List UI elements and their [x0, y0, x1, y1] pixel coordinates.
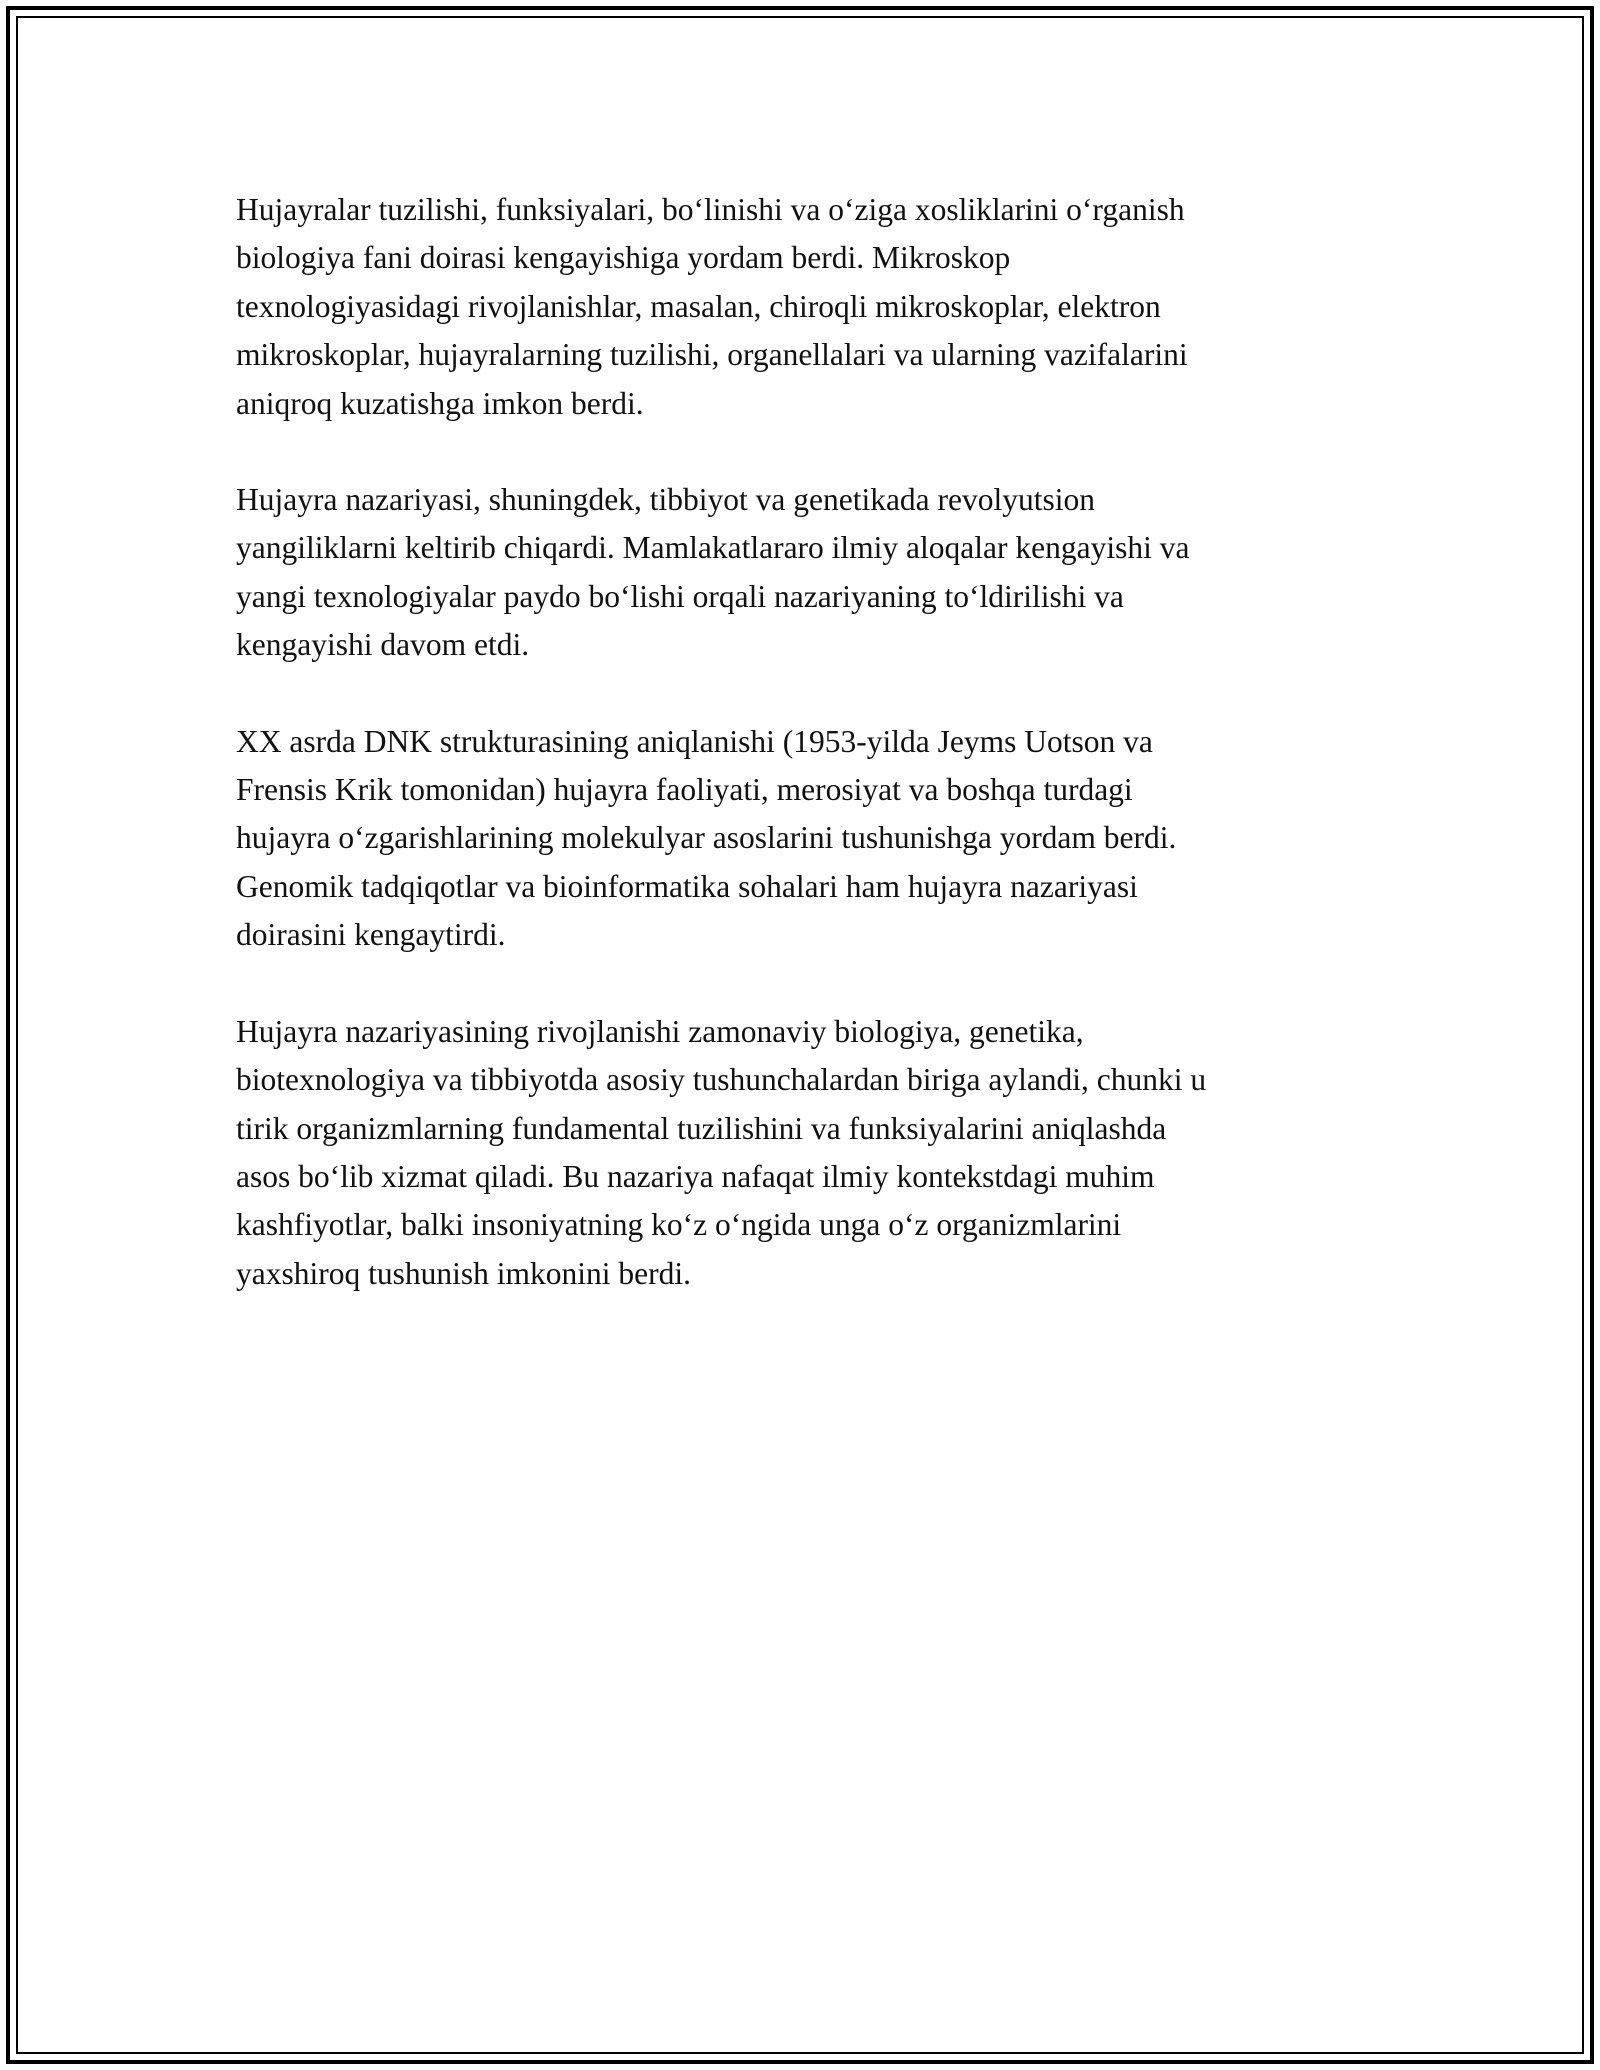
text-line: asos bo‘lib xizmat qiladi. Bu nazariya nafaqat ilmiy kontekstdagi muhim	[236, 1158, 1155, 1194]
text-line: Hujayralar tuzilishi, funksiyalari, bo‘linishi va o‘ziga xosliklarini o‘rganish	[236, 192, 1185, 227]
text-line: kashfiyotlar, balki insoniyatning ko‘z o‘ngida unga o‘z organizmlarini	[236, 1207, 1122, 1243]
paragraph-4	[236, 1008, 1378, 1298]
text-line: yaxshiroq tushunish imkonini berdi.	[236, 1255, 691, 1291]
text-line: Genomik tadqiqotlar va bioinformatika sohalari ham hujayra nazariyasi	[236, 868, 1138, 904]
text-line: yangiliklarni keltirib chiqardi. Mamlakatlararo ilmiy aloqalar kengayishi va	[236, 530, 1190, 566]
text-line: hujayra o‘zgarishlarining molekulyar asoslarini tushunishga yordam berdi.	[236, 820, 1177, 856]
text-line: texnologiyasidagi rivojlanishlar, masalan, chiroqli mikroskoplar, elektron	[236, 288, 1161, 324]
text-line: kengayishi davom etdi.	[236, 627, 530, 663]
text-line: XX asrda DNK strukturasining aniqlanishi (1953-yilda Jeyms Uotson va	[236, 723, 1153, 759]
paragraph-3	[236, 718, 1378, 960]
paragraph-1	[236, 186, 1378, 428]
text-line: Hujayra nazariyasining rivojlanishi zamonaviy biologiya, genetika,	[236, 1013, 1084, 1049]
text-line: mikroskoplar, hujayralarning tuzilishi, organellalari va ularning vazifalarini	[236, 337, 1188, 373]
text-line: doirasini kengaytirdi.	[236, 917, 506, 953]
text-line: biotexnologiya va tibbiyotda asosiy tushunchalardan biriga aylandi, chunki u	[236, 1062, 1207, 1098]
text-line: Frensis Krik tomonidan) hujayra faoliyati, merosiyat va boshqa turdagi	[236, 772, 1133, 808]
text-line: tirik organizmlarning fundamental tuzilishini va funksiyalarini aniqlashda	[236, 1110, 1167, 1146]
text-line: aniqroq kuzatishga imkon berdi.	[236, 385, 644, 421]
text-line: Hujayra nazariyasi, shuningdek, tibbiyot va genetikada revolyutsion	[236, 482, 1096, 518]
text-line: yangi texnologiyalar paydo bo‘lishi orqali nazariyaning to‘ldirilishi va	[236, 578, 1124, 614]
paragraph-2	[236, 476, 1378, 670]
document-body	[236, 186, 1378, 1346]
text-line: biologiya fani doirasi kengayishiga yordam berdi. Mikroskop	[236, 240, 1011, 276]
